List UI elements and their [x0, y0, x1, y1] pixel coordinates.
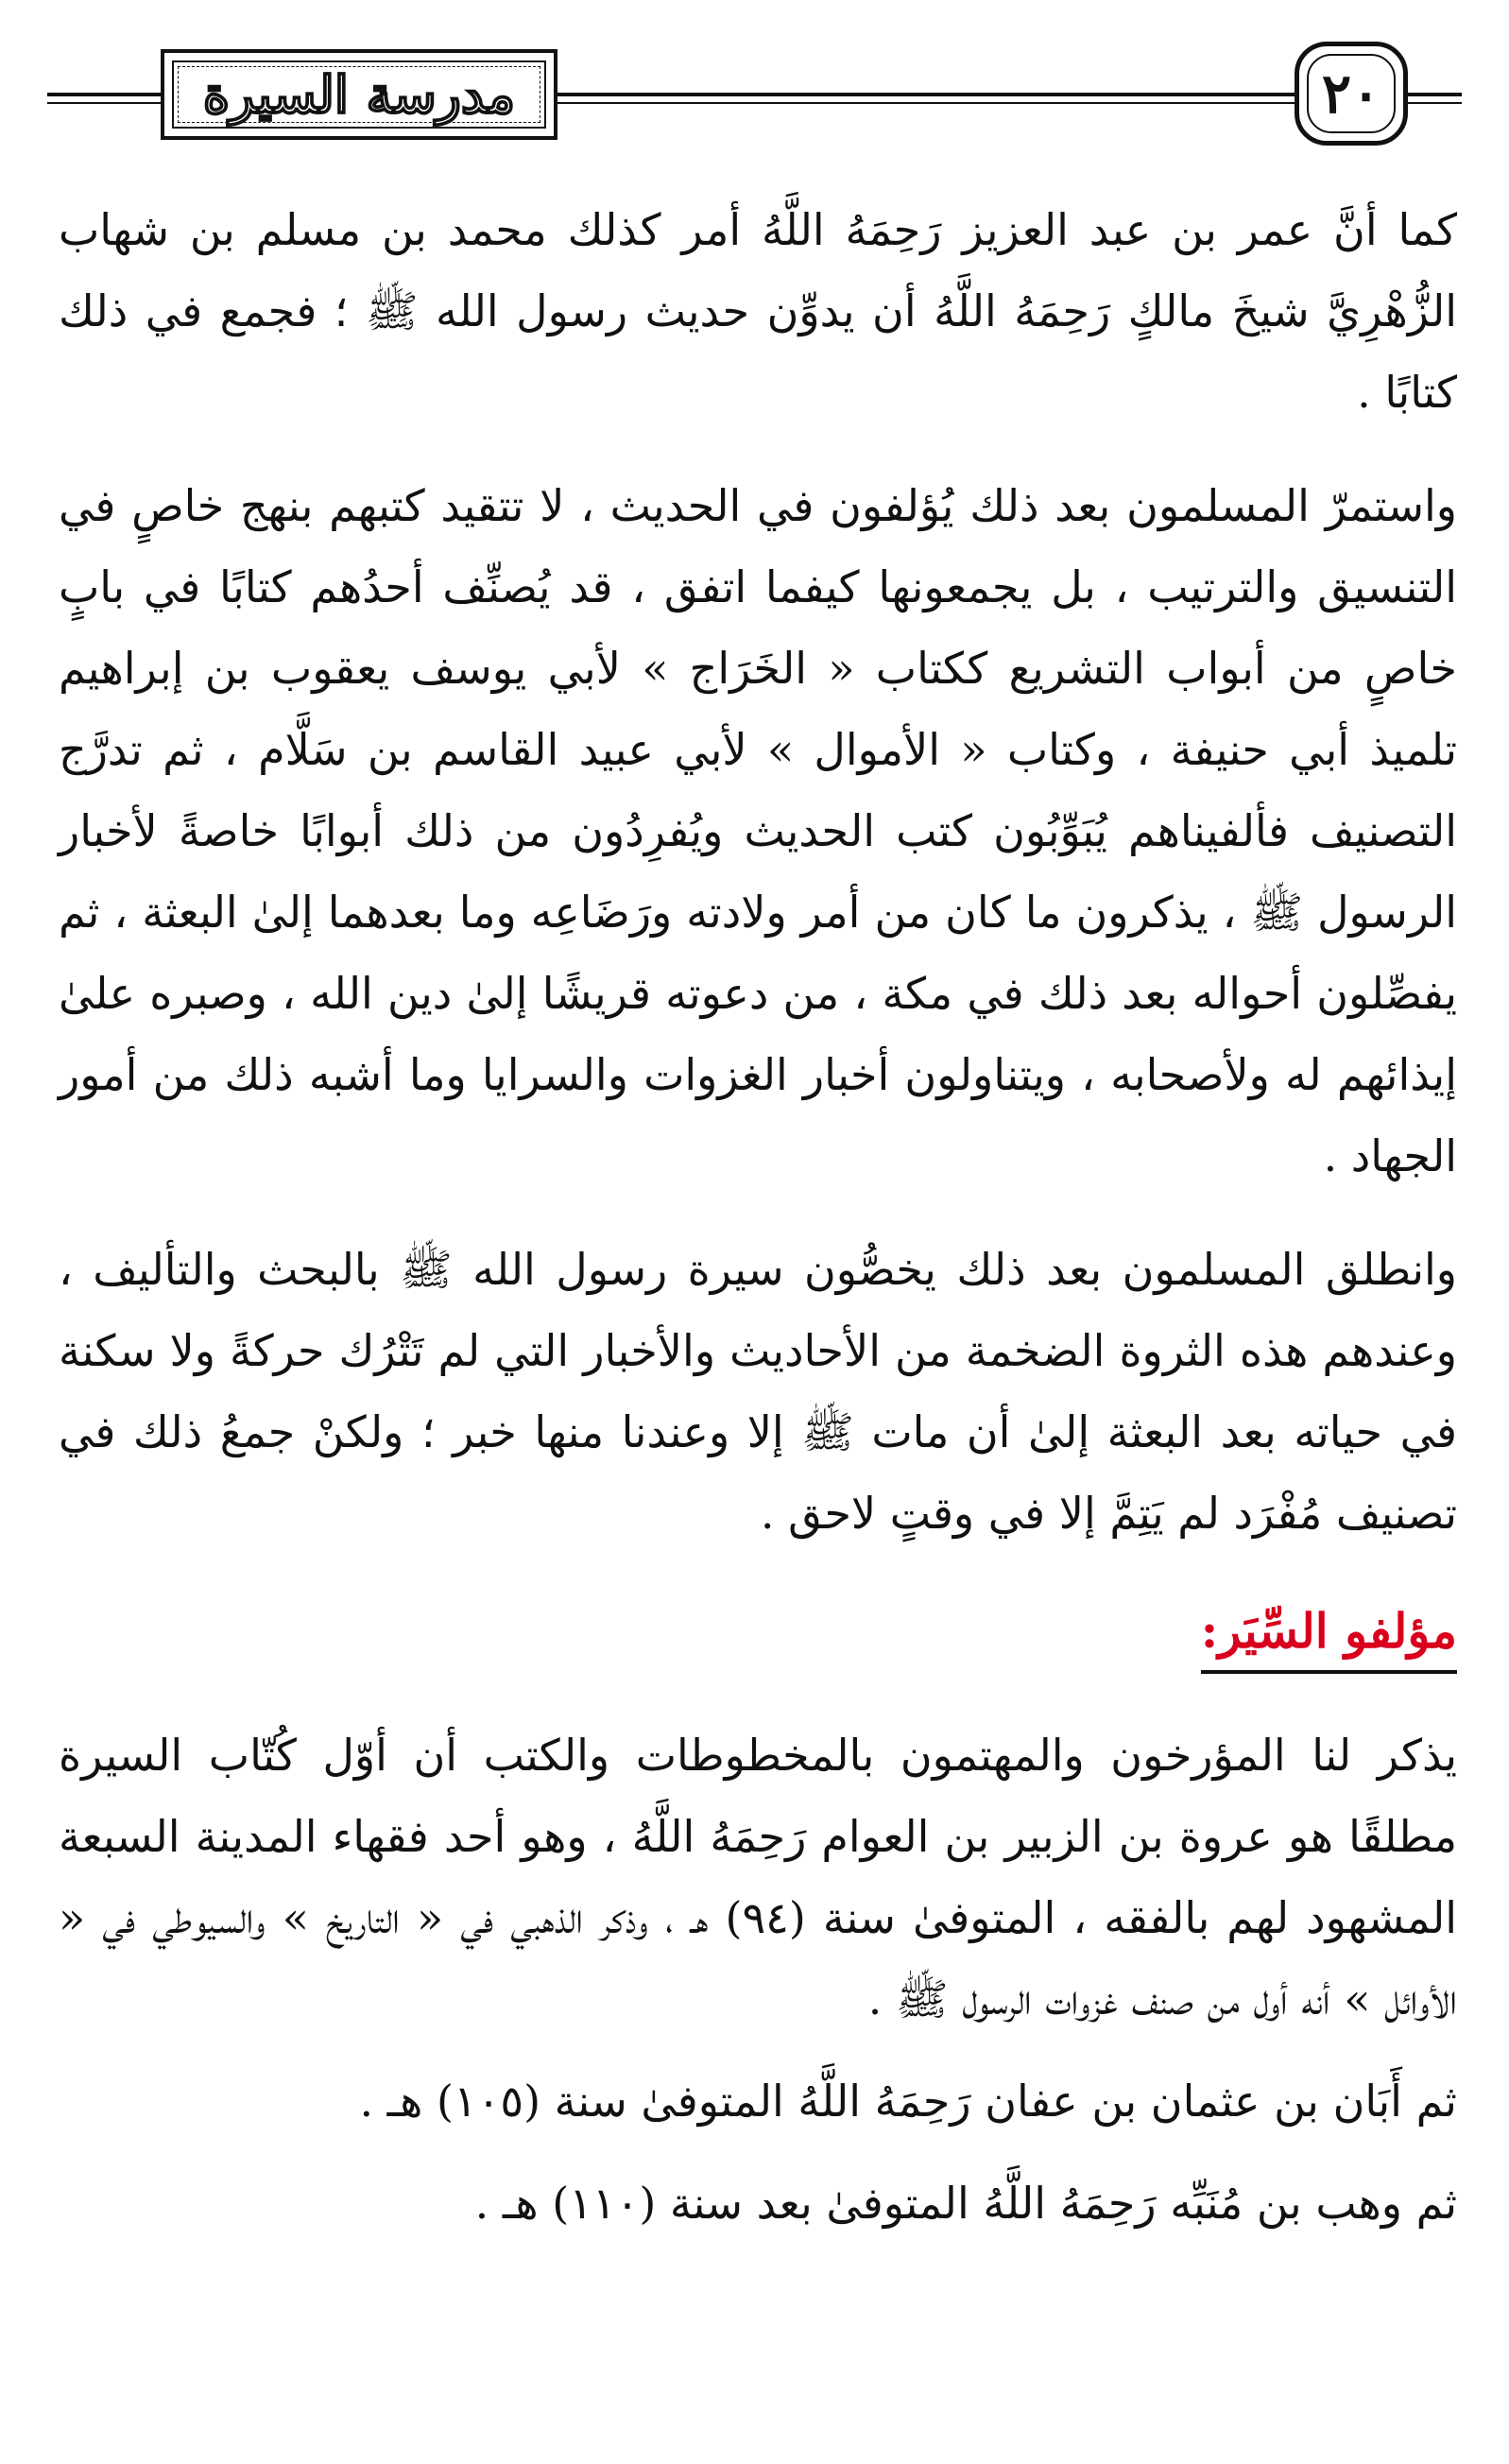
section-heading: مؤلفو السِّيَر: [1201, 1598, 1457, 1674]
section-heading-wrap [59, 1592, 1457, 1677]
header-rule-left-thin [47, 102, 161, 104]
header-rule-middle-thin [557, 102, 1295, 104]
header-rule-middle [557, 93, 1295, 96]
paragraph: وانطلق المسلمون بعد ذلك يخصُّون سيرة رسول الله ﷺ بالبحث والتأليف ، وعندهم هذه الثروة الضخمة من الأحاديث والأخبار التي لم تَتْرُك حركةً ولا سكنة في حياته بعد البعثة إلىٰ أن مات ﷺ إلا وعندنا منها خبر ؛ ولكنْ جمعُ ذلك في تصنيف مُفْرَد لم يَتِمَّ إلا في وقتٍ لاحق . [59, 1244, 1457, 1539]
paragraph: ثم وهب بن مُنَبِّه رَحِمَهُ اللَّهُ المتوفىٰ بعد سنة (١١٠) هـ . [474, 2178, 1457, 2229]
page-body [59, 189, 1457, 2244]
paragraph: يذكر لنا المؤرخون والمهتمون بالمخطوطات والكتب أن أوّل كُتّاب السيرة مطلقًا هو عروة بن الزبير بن العوام رَحِمَهُ اللَّهُ ، وهو أحد فقهاء المدينة السبعة المشهود لهم بالفقه ، المتوفىٰ سنة (٩٤) هـ ، وذكر الذهبي في « التاريخ » والسيوطي في « الأوائل » أنه أول من صنف غزوات الرسول ﷺ . [59, 1730, 1457, 2025]
page-number-badge [1295, 42, 1408, 146]
paragraph: واستمرّ المسلمون بعد ذلك يُؤلفون في الحديث ، لا تتقيد كتبهم بنهج خاصٍ في التنسيق والترتيب ، بل يجمعونها كيفما اتفق ، قد يُصنِّف أحدُهم كتابًا في بابٍ خاصٍ من أبواب التشريع ككتاب « الخَرَاج » لأبي يوسف يعقوب بن إبراهيم تلميذ أبي حنيفة ، وكتاب « الأموال » لأبي عبيد القاسم بن سَلَّام ، ثم تدرَّج التصنيف فألفيناهم يُبَوِّبُون كتب الحديث ويُفرِدُون من ذلك أبوابًا خاصةً لأخبار الرسول ﷺ ، يذكرون ما كان من أمر ولادته ورَضَاعِه وما بعدهما إلىٰ البعثة ، ثم يفصِّلون أحواله بعد ذلك في مكة ، من دعوته قريشًا إلىٰ دين الله ، وصبره علىٰ إيذائهم له ولأصحابه ، ويتناولون أخبار الغزوات والسرايا وما أشبه ذلك من أمور الجهاد . [59, 480, 1457, 1181]
header-rule-left [47, 93, 161, 96]
page-header [47, 40, 1462, 163]
paragraph: كما أنَّ عمر بن عبد العزيز رَحِمَهُ اللَّهُ أمر كذلك محمد بن مسلم بن شهاب الزُّهْرِيَّ شيخَ مالكٍ رَحِمَهُ اللَّهُ أن يدوِّن حديث رسول الله ﷺ ؛ فجمع في ذلك كتابًا . [59, 204, 1457, 418]
header-rule-right-thin [1408, 102, 1462, 104]
header-rule-right [1408, 93, 1462, 96]
paragraph: ثم أَبَان بن عثمان بن عفان رَحِمَهُ اللَّهُ المتوفىٰ سنة (١٠٥) هـ . [359, 2076, 1457, 2127]
running-title-frame [161, 49, 557, 140]
page-number: ٢٠ [1321, 61, 1381, 126]
running-title: مدرسة السيرة [202, 64, 516, 125]
